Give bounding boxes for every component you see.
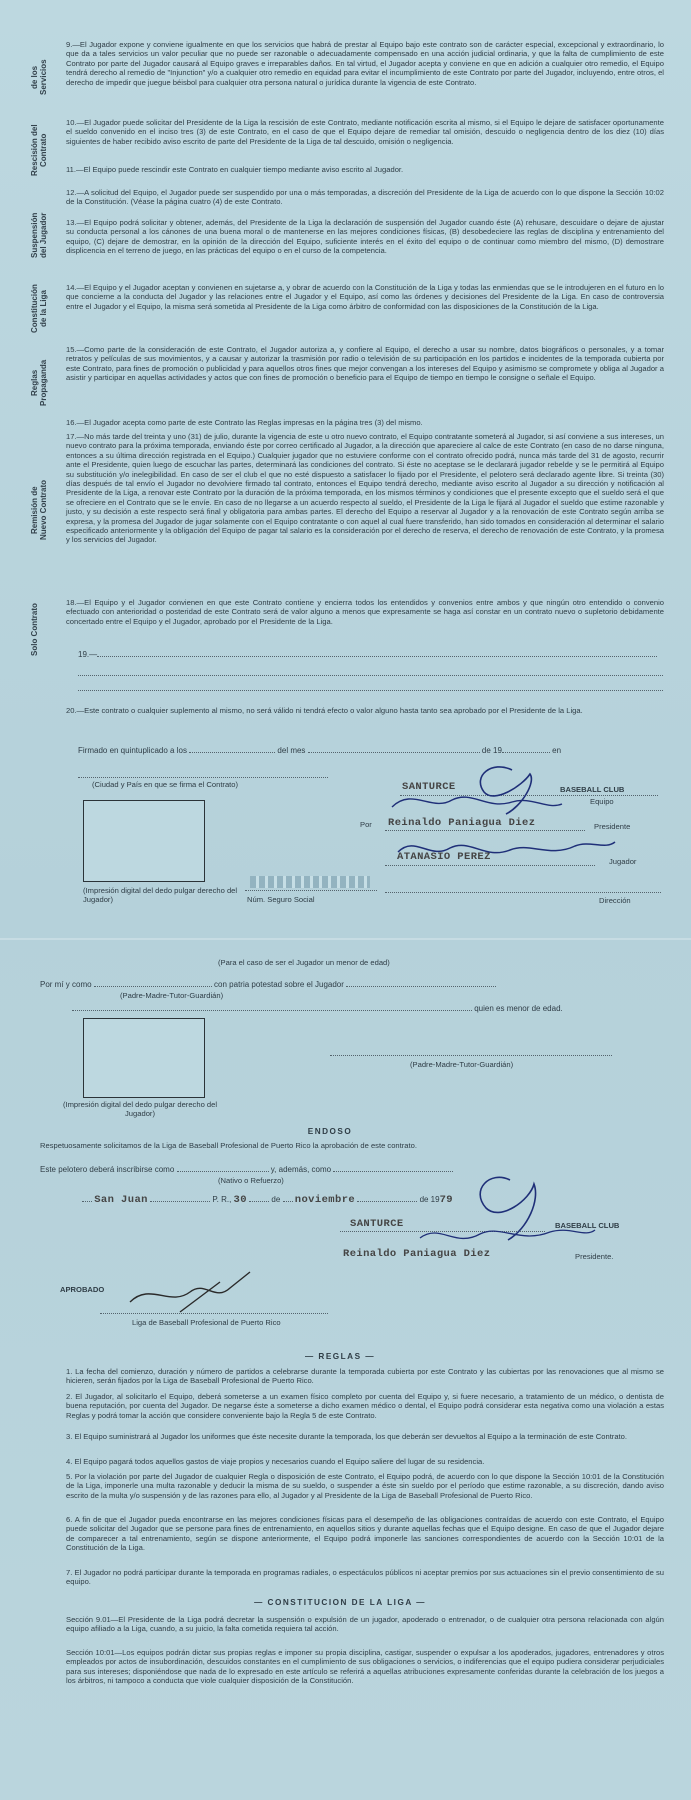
regla-4: 4. El Equipo pagará todos aquellos gastos de viaje propios y necesarios cuando el Equipo saliere del lugar de su residencia. xyxy=(66,1457,485,1466)
por-label: Por xyxy=(360,820,372,829)
regla-6: 6. A fin de que el Jugador pueda encontrarse en las mejores condiciones físicas para el desempeño de las obligaciones contraídas de acuerdo con este Contrato, el Equipo puede solicitar del Jugador que se persone para fines de entrenamiento, en aquellos sitios y durante aquellas fechas que el Equipo designe. En caso de que el Jugador dejare de comparecer a tal entrenamiento, según se dispone anteriormente, el Equipo podrá imponerle las sanciones correspondientes de acuerdo con la Sección 10:01 de la Constitución de la Liga. xyxy=(66,1515,664,1553)
minor-guardian-label: (Padre-Madre-Tutor-Guardián) xyxy=(120,991,224,1000)
player-fingerprint-label: (Impresión digital del dedo pulgar derecho del Jugador) xyxy=(83,886,238,904)
team-typed: SANTURCE xyxy=(402,781,456,793)
regla-5: 5. Por la violación por parte del Jugador de cualquier Regla o disposición de este Contrato, el Equipo podrá, de acuerdo con lo que dispone la Sección 10:01 de la Constitución de la Liga, imponerle una multa razonable y deducir la misma de su sueldo, o suspender a éste sin sueldo por el período que estime razonable, a su discreción, dando aviso escrito de la multa y/o suspensión y de las razones para ello, al Jugador y al Presidente de la Liga de Baseball Profesional de Puerto Rico. xyxy=(66,1472,664,1500)
president-typed: Reinaldo Paniagua Diez xyxy=(388,817,536,829)
endoso-request: Respetuosamente solicitamos de la Liga de Baseball Profesional de Puerto Rico la aprobación de este contrato. xyxy=(40,1141,417,1150)
clause-12: 12.—A solicitud del Equipo, el Jugador puede ser suspendido por una o más temporadas, a discreción del Presidente de la Liga de acuerdo con lo que dispone la Sección 10:02 de la Constitución. (Véase la página cuatro (4) de este Contrato. xyxy=(66,188,664,207)
signature-player xyxy=(390,830,620,870)
clause-13: 13.—El Equipo podrá solicitar y obtener, además, del Presidente de la Liga la declaración de suspensión del Jugador cuando éste (A) rehusare, descuidare o dejare de ajustar su conducta personal a los cánones de una buena moral o de mantenerse en las mejores condiciones físicas, (B) desobedeciere las reglas de disciplina y entrenamiento del equipo, (C) dejare de demostrar, en la opinión de la dirección del Equipo, suficiente interés en el éxito del equipo o de continuar como miembro del mismo, (D) demostrare displicencia en el terreno de juego, en las prácticas del equipo o en el curso de la competencia. xyxy=(66,218,664,256)
guardian-sig-label: (Padre-Madre-Tutor-Guardián) xyxy=(410,1060,514,1069)
reglas-title: — REGLAS — xyxy=(304,1352,376,1361)
regla-2: 2. El Jugador, al solicitarlo el Equipo, deberá someterse a un examen físico completo por cuenta del Equipo y, si fuere necesario, a tratamiento de un médico, o dentista de buena reputación, por cuenta del Jugador. De negarse éste a someterse a dicho examen médico o dental, el Equipo podrá considerar esta negativa como una violación a estas Reglas y podrá tomar la acción que considere conveniente bajo la Regla 5 de este Contrato. xyxy=(66,1392,664,1420)
clause-11: 11.—El Equipo puede rescindir este Contrato en cualquier tiempo mediante aviso escrito al Jugador. xyxy=(66,165,404,174)
baseball-club-label: BASEBALL CLUB xyxy=(560,785,625,794)
endoso-date-line: San Juan P. R., 30 de noviembre de 1979 xyxy=(82,1195,453,1205)
fingerprint-box-minor xyxy=(83,1018,205,1098)
regla-7: 7. El Jugador no podrá participar durante la temporada en programas radiales, o espectáculos públicos ni aceptar premios por sus actuaciones sin el previo consentimiento de su equipo. xyxy=(66,1568,664,1587)
clause-16: 16.—El Jugador acepta como parte de este Contrato las Reglas impresas en la página tres (3) del mismo. xyxy=(66,418,423,427)
presidente-label: Presidente xyxy=(594,822,631,831)
seccion-1001: Sección 10:01—Los equipos podrán dictar sus propias reglas e imponer su propia disciplina, castigar, suspender o expulsar a los apoderados, jugadores, entrenadores y otros empleados por actos de insubordinación, descuidos constantes en el cumplimiento de sus obligaciones o servicios, o indiferencias que el equipo pudiera considerar perjudiciales para sus intereses; disponiéndose que nada de lo expresado en este artículo se referirá a aquellas atribuciones expresamente conferidas durante la celebración de los juegos a los árbitros, ni tampoco a conducta que viole cualquier disposición de la Constitución. xyxy=(66,1648,664,1686)
por-mi-line: Por mí y como con patria potestad sobre el Jugador xyxy=(40,980,496,990)
signature-liga xyxy=(120,1262,280,1322)
equipo-label: Equipo xyxy=(590,797,614,806)
endoso-president-name: Reinaldo Paniagua Diez xyxy=(343,1248,491,1260)
regla-3: 3. El Equipo suministrará al Jugador los uniformes que éste necesite durante la temporada, los que deberán ser devueltos al Equipo a la terminación de este Contrato. xyxy=(66,1432,628,1441)
endoso-title: ENDOSO xyxy=(307,1127,353,1136)
fingerprint-box-player xyxy=(83,800,205,882)
clause-15: 15.—Como parte de la consideración de este Contrato, el Jugador autoriza a, y confiere al Equipo, el derecho a usar su nombre, datos biográficos o personales, y a tomar retratos y películas de sus movimientos, y a causar y autorizar la trasmisión por radio o televisión de su participación en los partidos e incidentes de la temporada cubierta por este Contrato, para fines de promoción o publicidad y para aquellos otros fines que mejor convengan a los intereses del Equipo y asimismo se compromete y obliga al Jugador a asistir y participar en aquellas actividades y actos que con fines de promoción o beneficio para el Equipo de tiempo en tiempo le consigne o señale el Equipo. xyxy=(66,345,664,383)
endoso-presidente: Presidente. xyxy=(575,1252,614,1261)
signature-president-2 xyxy=(400,1168,600,1258)
margin-label-suspension: Suspensión del Jugador xyxy=(30,212,48,258)
clause-9: 9.—El Jugador expone y conviene igualmente en que los servicios que habrá de prestar al Equipo bajo este contrato son de carácter especial, excepcional y extraordinario, lo que da a tales servicios un valor peculiar que no puede ser razonable o adecuadamente compensado en una acción judicial ordinaria, y que la falta de cumplimiento de este Contrato por parte del Jugador causará al Equipo graves e irreparables daños. En tal virtud, el Jugador acepta y conviene en que en adición a cualquier otro remedio, el Equipo tendrá derecho al remedio de "Injunction" y/o a cualquier otro remedio en equidad para evitar el incumplimiento de este Contrato por parte del Jugador, incluyendo, entre otros, el derecho de impedir que juegue béisbol para cualquier otra persona natural o jurídica durante la vigencia de este Contrato. xyxy=(66,40,664,87)
margin-label-solo: Solo Contrato xyxy=(30,603,39,657)
aprobado-label: APROBADO xyxy=(60,1285,105,1294)
jugador-label: Jugador xyxy=(609,857,637,866)
margin-label-remision: Remisión de Nuevo Contrato xyxy=(30,480,48,540)
ssn-redacted xyxy=(250,876,370,888)
endoso-baseball-club: BASEBALL CLUB xyxy=(555,1221,620,1230)
signature-president-1 xyxy=(372,752,582,832)
inscribirse-line: Este pelotero deberá inscribirse como y, además, como xyxy=(40,1165,453,1175)
clause-19: 19.— xyxy=(78,650,657,660)
seccion-901: Sección 9.01—El Presidente de la Liga podrá decretar la suspensión o expulsión de un jugador, apoderado o entrenador, o de cualquier otra persona relacionada con algún equipo afiliado a la Liga, cuando, a su juicio, la falta cometida requiera tal acción. xyxy=(66,1615,664,1634)
clause-10: 10.—El Jugador puede solicitar del Presidente de la Liga la rescisión de este Contrato, mediante notificación escrita al mismo, si el Equipo le dejare de satisfacer oportunamente el sueldo convenido en el inciso tres (3) de este Contrato, en el caso de que el Equipo dejare de remediar tal omisión, descuido o negligencia dentro de los diez (10) días siguientes de haber recibido aviso escrito de parte del Presidente de la Liga de tal descuido, omisión o negligencia. xyxy=(66,118,664,146)
player-typed: ATANASIO PEREZ xyxy=(397,851,491,863)
margin-label-servicios: de los Servicios xyxy=(30,59,48,95)
regla-1: 1. La fecha del comienzo, duración y número de partidos a celebrarse durante la temporada cubierta por este Contrato y las cubiertas por las renovaciones que al mismo se hicieren, serán fijados por la Liga de Baseball Profesional de Puerto Rico. xyxy=(66,1367,664,1386)
margin-label-reglas: Reglas Propaganda xyxy=(30,359,48,407)
direccion-label: Dirección xyxy=(599,896,631,905)
clause-14: 14.—El Equipo y el Jugador aceptan y convienen en sujetarse a, y obrar de acuerdo con la Constitución de la Liga y todas las enmiendas que se le introdujeren en el futuro en lo que concierne a la conducta del Jugador y las relaciones entre el Jugador y el Equipo, así como las órdenes y decisiones del Presidente de la Liga. En caso de controversia entre el Jugador y el Equipo, la misma será sometida al Presidente de la Liga como árbitro de conformidad con las disposiciones de la Constitución de la Liga. xyxy=(66,283,664,311)
liga-label: Liga de Baseball Profesional de Puerto Rico xyxy=(132,1318,281,1327)
margin-label-rescision: Rescisión del Contrato xyxy=(30,124,48,176)
nativo-label: (Nativo o Refuerzo) xyxy=(218,1176,284,1185)
clause-17: 17.—No más tarde del treinta y uno (31) de julio, durante la vigencia de este u otro nuevo contrato, el Equipo contratante someterá al Jugador, si así conviene a sus intereses, un nuevo contrato para la próxima temporada, enviando éste por correo certificado al Jugador, a la dirección que apareciere al calce de este Contrato (en caso de no darse ninguna, entonces a su última dirección registrada en el Equipo.) Cualquier jugador que no estuviere conforme con el contrato ofrecido podrá, nunca más tarde del 31 de agosto, recurrir ante el Presidente, quien luego de escuchar las partes, determinará las condiciones del contrato. Si éste no aceptase se le declarará jugador rebelde y se le permitirá al Equipo su substitución y/o inelegibilidad. En caso de ser el club el que no esté dispuesto a satisfacer lo fijado por el Presidente, el pelotero será declarado agente libre. Si treinta (30) días después de tal envío el Jugador no devolviere firmado tal contrato, entonces el Equipo tendrá derecho, mediante aviso escrito al Jugador a su dirección y notificación al Presidente de la Liga, a renovar este Contrato por la duración de la próxima temporada, en los mismos términos y condiciones que el presente excepto que el sueldo será el que se ofreciere en el Contrato que se le envíe. En caso de no llegarse a un acuerdo respecto al sueldo, el Presidente de la Liga le fijará al Jugador el sueldo que estime razonable y justo, y su decisión a este respecto será final y obligatoria para ambas partes. El derecho del Equipo a reservar al Jugador y a la renovación de este Contrato según arriba se expresa, y la promesa del Jugador de jugar solamente con el Equipo contratante o con aquel al cual fuere transferido, han sido tomados en consideración al determinar el salario especificado anteriormente y la obligación del Equipo de pagar tal salario es la consideración por el derecho de reserva, el derecho de renovación de este Contrato, y la promesa y los servicios del Jugador. xyxy=(66,432,664,545)
ssn-label: Núm. Seguro Social xyxy=(247,895,315,904)
constitucion-title: — CONSTITUCION DE LA LIGA — xyxy=(254,1598,426,1607)
ciudad-label: (Ciudad y País en que se firma el Contrato) xyxy=(92,780,239,789)
firmado-line: Firmado en quintuplicado a los del mes de 19 en xyxy=(78,746,562,755)
endoso-team: SANTURCE xyxy=(350,1218,404,1230)
minor-fingerprint-label: (Impresión digital del dedo pulgar derecho del Jugador) xyxy=(62,1100,218,1118)
minor-heading: (Para el caso de ser el Jugador un menor de edad) xyxy=(218,958,390,967)
clause-20: 20.—Este contrato o cualquier suplemento al mismo, no será válido ni tendrá efecto o valor alguno hasta tanto sea aprobado por el Presidente de la Liga. xyxy=(66,706,583,715)
margin-label-constitucion: Constitución de la Liga xyxy=(30,284,48,334)
clause-18: 18.—El Equipo y el Jugador convienen en que este Contrato contiene y encierra todos los entendidos y convenios entre ambos y que ningún otro entendido o convenio efectuado con anterioridad o posteridad de este Contrato será de valor alguno a menos que expresamente se haga así constar en un contrato nuevo o supletorio debidamente concertado entre el Equipo y el Jugador, aprobado por el Presidente de la Liga. xyxy=(66,598,664,626)
menor-line: quien es menor de edad. xyxy=(72,1004,563,1014)
